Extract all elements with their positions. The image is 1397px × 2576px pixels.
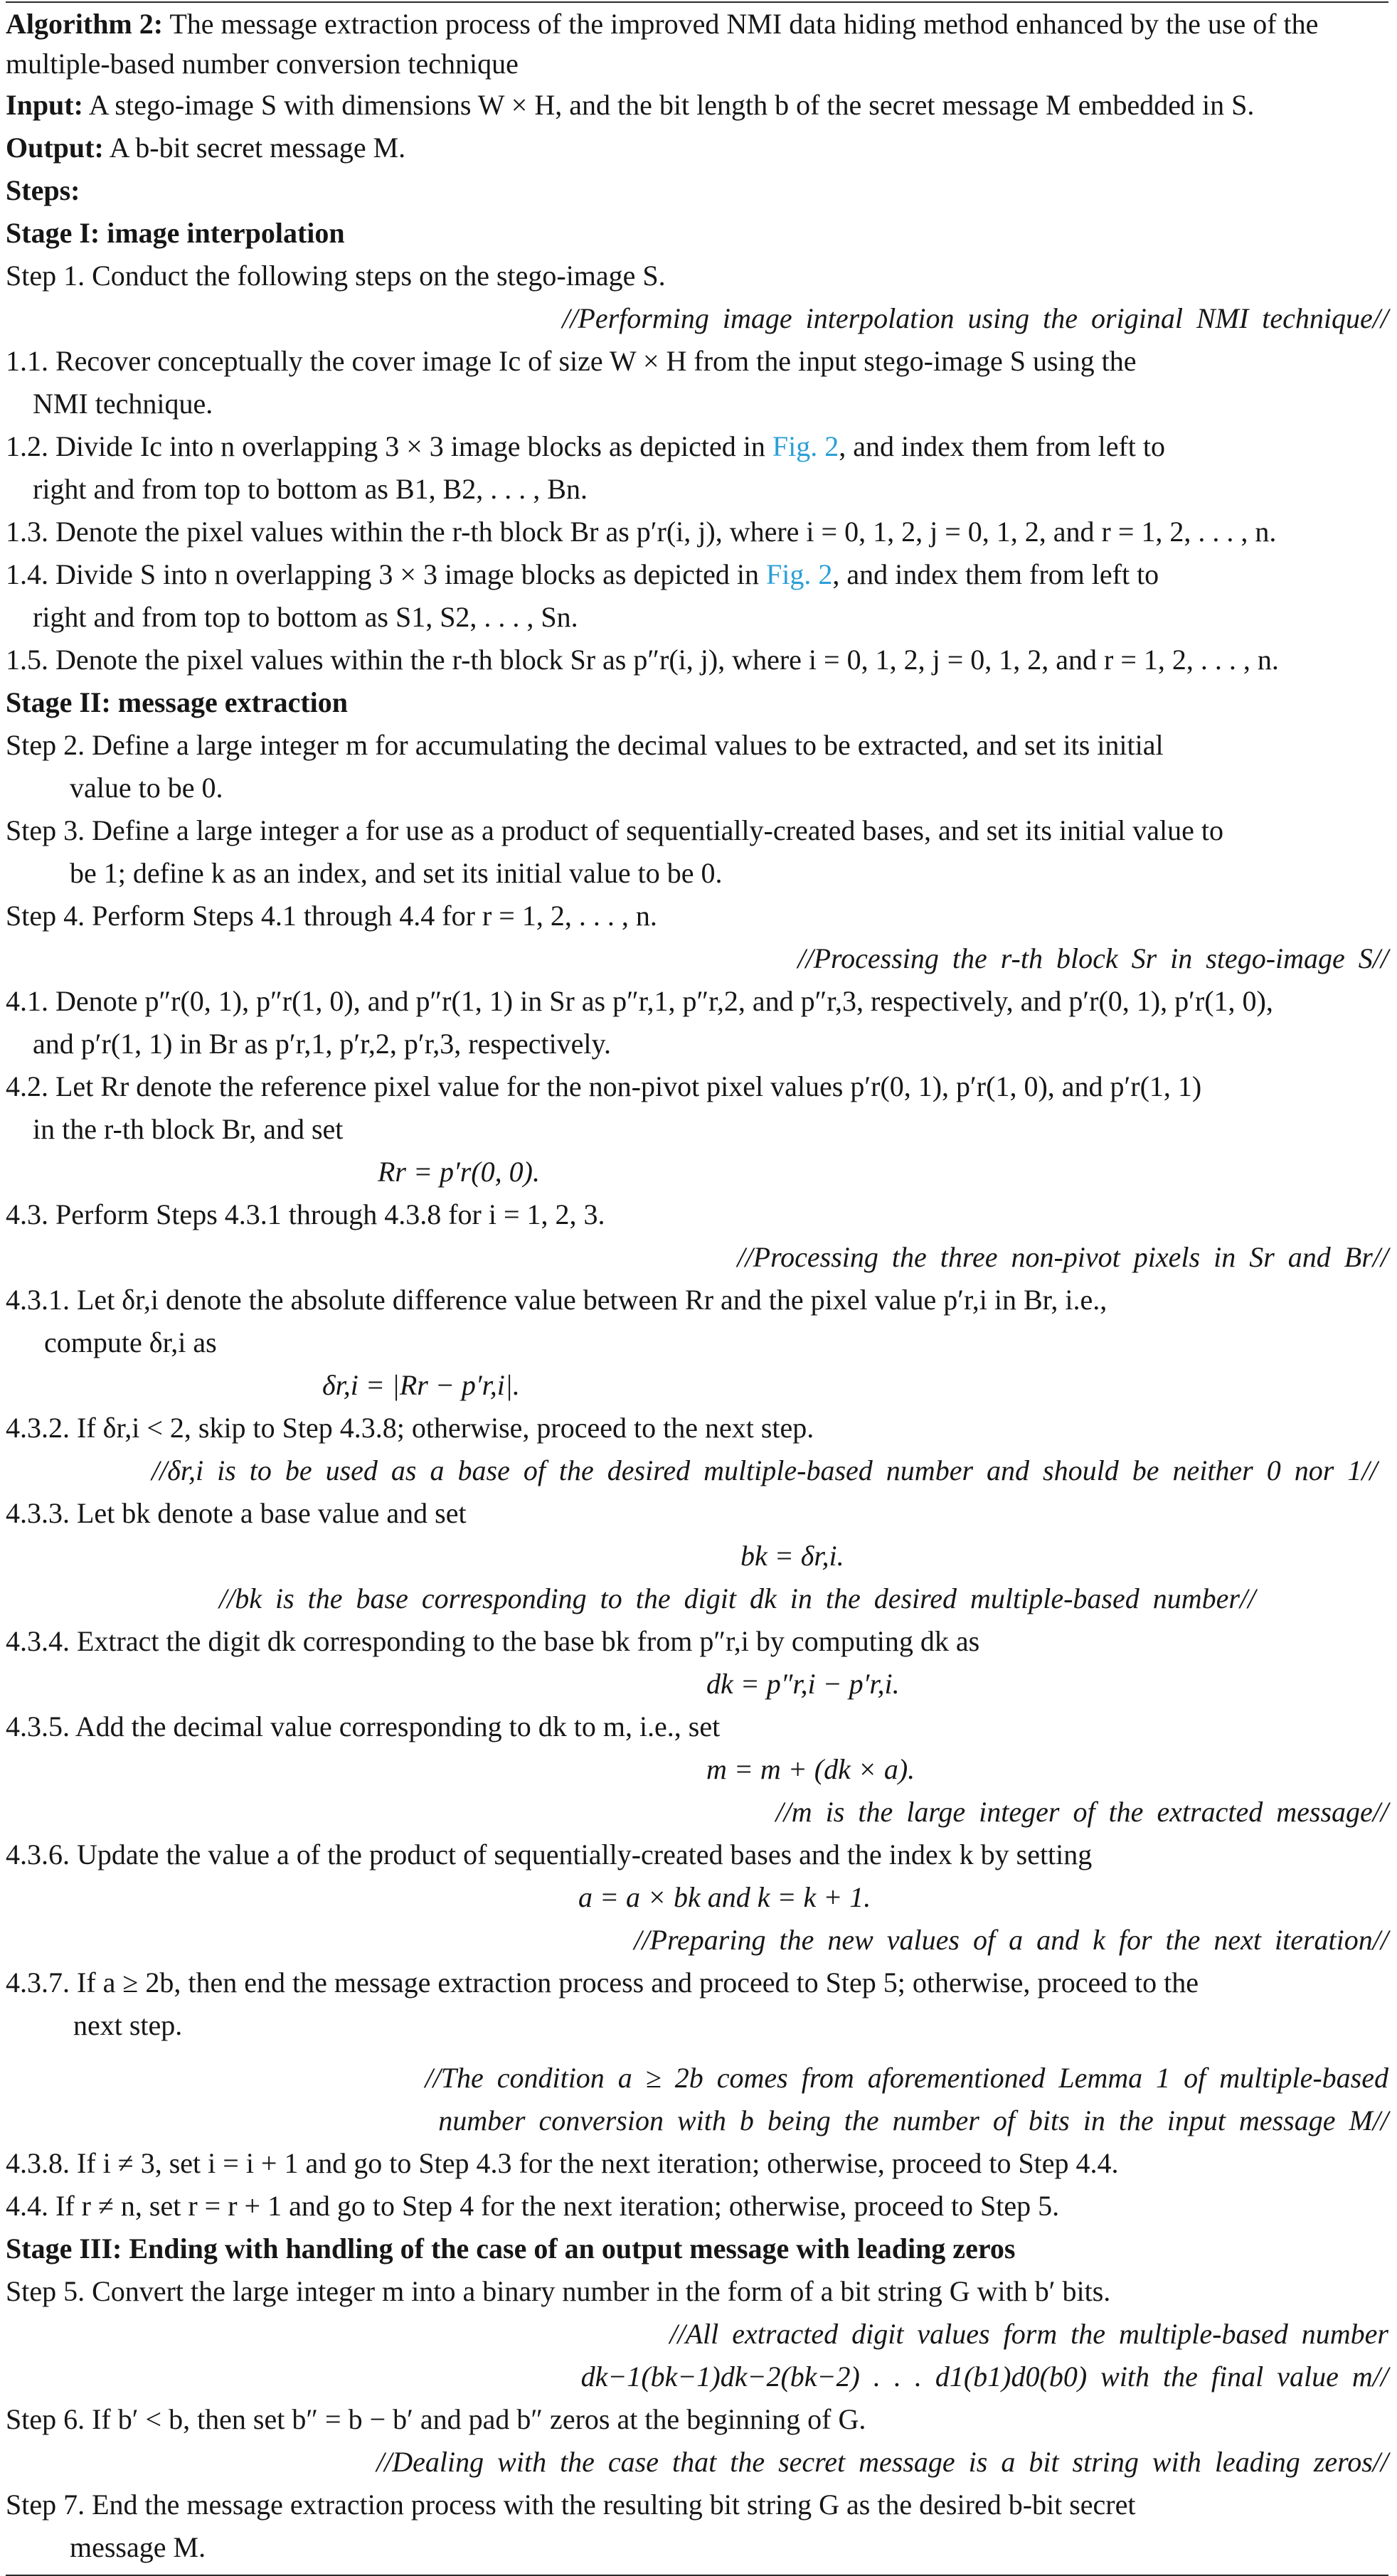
step-4-4: 4.4. If r ≠ n, set r = r + 1 and go to Step 4 for the next iteration; otherwise, proceed to Step 5. [6, 2190, 1060, 2222]
equation-4-2: Rr = p′r(0, 0). [378, 1156, 540, 1188]
comment-step-4-3-7-a: //The condition a ≥ 2b comes from aforementioned Lemma 1 of multiple-based [425, 2062, 1388, 2094]
fig2-link[interactable]: Fig. 2 [766, 558, 833, 590]
top-rule [6, 1, 1388, 3]
equation-4-3-6: a = a × bk and k = k + 1. [578, 1881, 871, 1913]
step-1-4-cont: right and from top to bottom as S1, S2, . . . , Sn. [33, 601, 578, 633]
step-4-1-cont: and p′r(1, 1) in Br as p′r,1, p′r,2, p′r,3, respectively. [33, 1028, 611, 1060]
algorithm-caption [6, 4, 1388, 84]
stage2-heading: Stage II: message extraction [6, 686, 348, 718]
stage3-heading: Stage III: Ending with handling of the case of an output message with leading zeros [6, 2232, 1016, 2264]
comment-step-5-a: //All extracted digit values form the multiple-based number [669, 2318, 1388, 2350]
step-1: Step 1. Conduct the following steps on the stego-image S. [6, 260, 666, 292]
step-5: Step 5. Convert the large integer m into a binary number in the form of a bit string G with b′ bits. [6, 2275, 1111, 2307]
step-4-3: 4.3. Perform Steps 4.3.1 through 4.3.8 for i = 1, 2, 3. [6, 1198, 605, 1230]
step-1-4 [6, 553, 1388, 596]
step-4-3-1-cont: compute δr,i as [44, 1326, 217, 1358]
comment-step-6: //Dealing with the case that the secret message is a bit string with leading zeros// [376, 2446, 1388, 2478]
output-label: Output: [6, 132, 104, 164]
step-7-cont: message M. [70, 2531, 206, 2563]
step-3-cont: be 1; define k as an index, and set its initial value to be 0. [70, 857, 723, 889]
step-3: Step 3. Define a large integer a for use as a product of sequentially-created bases, and set its initial value to [6, 814, 1223, 846]
input-label: Input: [6, 89, 83, 121]
step-4-3-2: 4.3.2. If δr,i < 2, skip to Step 4.3.8; otherwise, proceed to the next step. [6, 1412, 814, 1444]
step-4-3-7: 4.3.7. If a ≥ 2b, then end the message extraction process and proceed to Step 5; otherwise, proceed to the [6, 1966, 1199, 1998]
step-4-3-7-cont: next step. [73, 2009, 183, 2041]
stage1-heading: Stage I: image interpolation [6, 217, 345, 249]
step-1-1: 1.1. Recover conceptually the cover image Ic of size W × H from the input stego-image S using the [6, 345, 1137, 377]
comment-step-4: //Processing the r-th block Sr in stego-image S// [797, 942, 1388, 974]
step-1-4-text: 1.4. Divide S into n overlapping 3 × 3 image blocks as depicted in [6, 558, 767, 590]
step-2-cont: value to be 0. [70, 772, 223, 804]
algorithm-page [0, 1, 1397, 2563]
step-1-1-cont: NMI technique. [33, 388, 213, 420]
comment-step-4-3-7-b: number conversion with b being the number of bits in the input message M// [438, 2104, 1388, 2136]
step-4: Step 4. Perform Steps 4.1 through 4.4 for r = 1, 2, . . . , n. [6, 900, 657, 932]
step-1-2 [6, 425, 1388, 468]
step-4-3-3: 4.3.3. Let bk denote a base value and set [6, 1497, 467, 1529]
step-1-5: 1.5. Denote the pixel values within the r-th block Sr as p″r(i, j), where i = 0, 1, 2, j = 0, 1, 2, and r = 1, 2, . . . , n. [6, 644, 1279, 676]
step-4-3-4: 4.3.4. Extract the digit dk corresponding to the base bk from p″r,i by computing dk as [6, 1625, 980, 1657]
comment-step-1: //Performing image interpolation using the original NMI technique// [562, 302, 1388, 334]
step-2: Step 2. Define a large integer m for accumulating the decimal values to be extracted, and set its initial [6, 729, 1164, 761]
step-4-2-cont: in the r-th block Br, and set [33, 1113, 344, 1145]
equation-4-3-5: m = m + (dk × a). [706, 1753, 915, 1785]
input-line [6, 84, 1388, 127]
comment-step-4-3-2: //δr,i is to be used as a base of the desired multiple-based number and should be neither 0 nor 1// [152, 1454, 1378, 1486]
equation-4-3-3: bk = δr,i. [740, 1540, 844, 1572]
comment-step-4-3-6: //Preparing the new values of a and k for the next iteration// [634, 1924, 1388, 1956]
comment-step-4-3-5: //m is the large integer of the extracted message// [775, 1796, 1388, 1828]
step-1-2-text-end: , and index them from left to [839, 430, 1166, 462]
steps-label: Steps: [6, 174, 80, 206]
step-7: Step 7. End the message extraction process with the resulting bit string G as the desired b-bit secret [6, 2489, 1136, 2521]
step-6: Step 6. If b′ < b, then set b″ = b − b′ and pad b″ zeros at the beginning of G. [6, 2403, 866, 2435]
output-line [6, 127, 1388, 169]
step-1-4-text-end: , and index them from left to [832, 558, 1159, 590]
step-4-3-1: 4.3.1. Let δr,i denote the absolute difference value between Rr and the pixel value p′r,i in Br, i.e., [6, 1284, 1107, 1316]
input-text: A stego-image S with dimensions W × H, and the bit length b of the secret message M embedded in S. [83, 89, 1255, 121]
step-4-3-5: 4.3.5. Add the decimal value corresponding to dk to m, i.e., set [6, 1710, 721, 1742]
step-4-3-6: 4.3.6. Update the value a of the product of sequentially-created bases and the index k by setting [6, 1838, 1093, 1870]
step-4-3-8: 4.3.8. If i ≠ 3, set i = i + 1 and go to Step 4.3 for the next iteration; otherwise, proceed to Step 4.4. [6, 2147, 1119, 2179]
step-4-1: 4.1. Denote p″r(0, 1), p″r(1, 0), and p″r(1, 1) in Sr as p″r,1, p″r,2, and p″r,3, respectively, and p′r(0, 1), p′r(1, 0), [6, 985, 1273, 1017]
step-4-2: 4.2. Let Rr denote the reference pixel value for the non-pivot pixel values p′r(0, 1), p′r(1, 0), and p′r(1, 1) [6, 1070, 1202, 1102]
comment-step-4-3-3: //bk is the base corresponding to the digit dk in the desired multiple-based number// [219, 1582, 1256, 1614]
comment-step-4-3: //Processing the three non-pivot pixels in Sr and Br// [737, 1241, 1388, 1273]
output-text: A b-bit secret message M. [103, 132, 406, 164]
comment-step-5-b: dk−1(bk−1)dk−2(bk−2) . . . d1(b1)d0(b0) with the final value m// [580, 2361, 1388, 2393]
fig2-link[interactable]: Fig. 2 [772, 430, 839, 462]
equation-4-3-1: δr,i = |Rr − p′r,i|. [322, 1369, 520, 1401]
algorithm-title: The message extraction process of the improved NMI data hiding method enhanced by the use of the multiple-based number conversion technique [6, 8, 1319, 80]
step-1-2-text: 1.2. Divide Ic into n overlapping 3 × 3 image blocks as depicted in [6, 430, 772, 462]
step-1-3: 1.3. Denote the pixel values within the r-th block Br as p′r(i, j), where i = 0, 1, 2, j = 0, 1, 2, and r = 1, 2, . . . , n. [6, 516, 1277, 548]
algorithm-label: Algorithm 2: [6, 8, 164, 40]
step-1-2-cont: right and from top to bottom as B1, B2, . . . , Bn. [33, 473, 588, 505]
equation-4-3-4: dk = p″r,i − p′r,i. [706, 1668, 900, 1700]
